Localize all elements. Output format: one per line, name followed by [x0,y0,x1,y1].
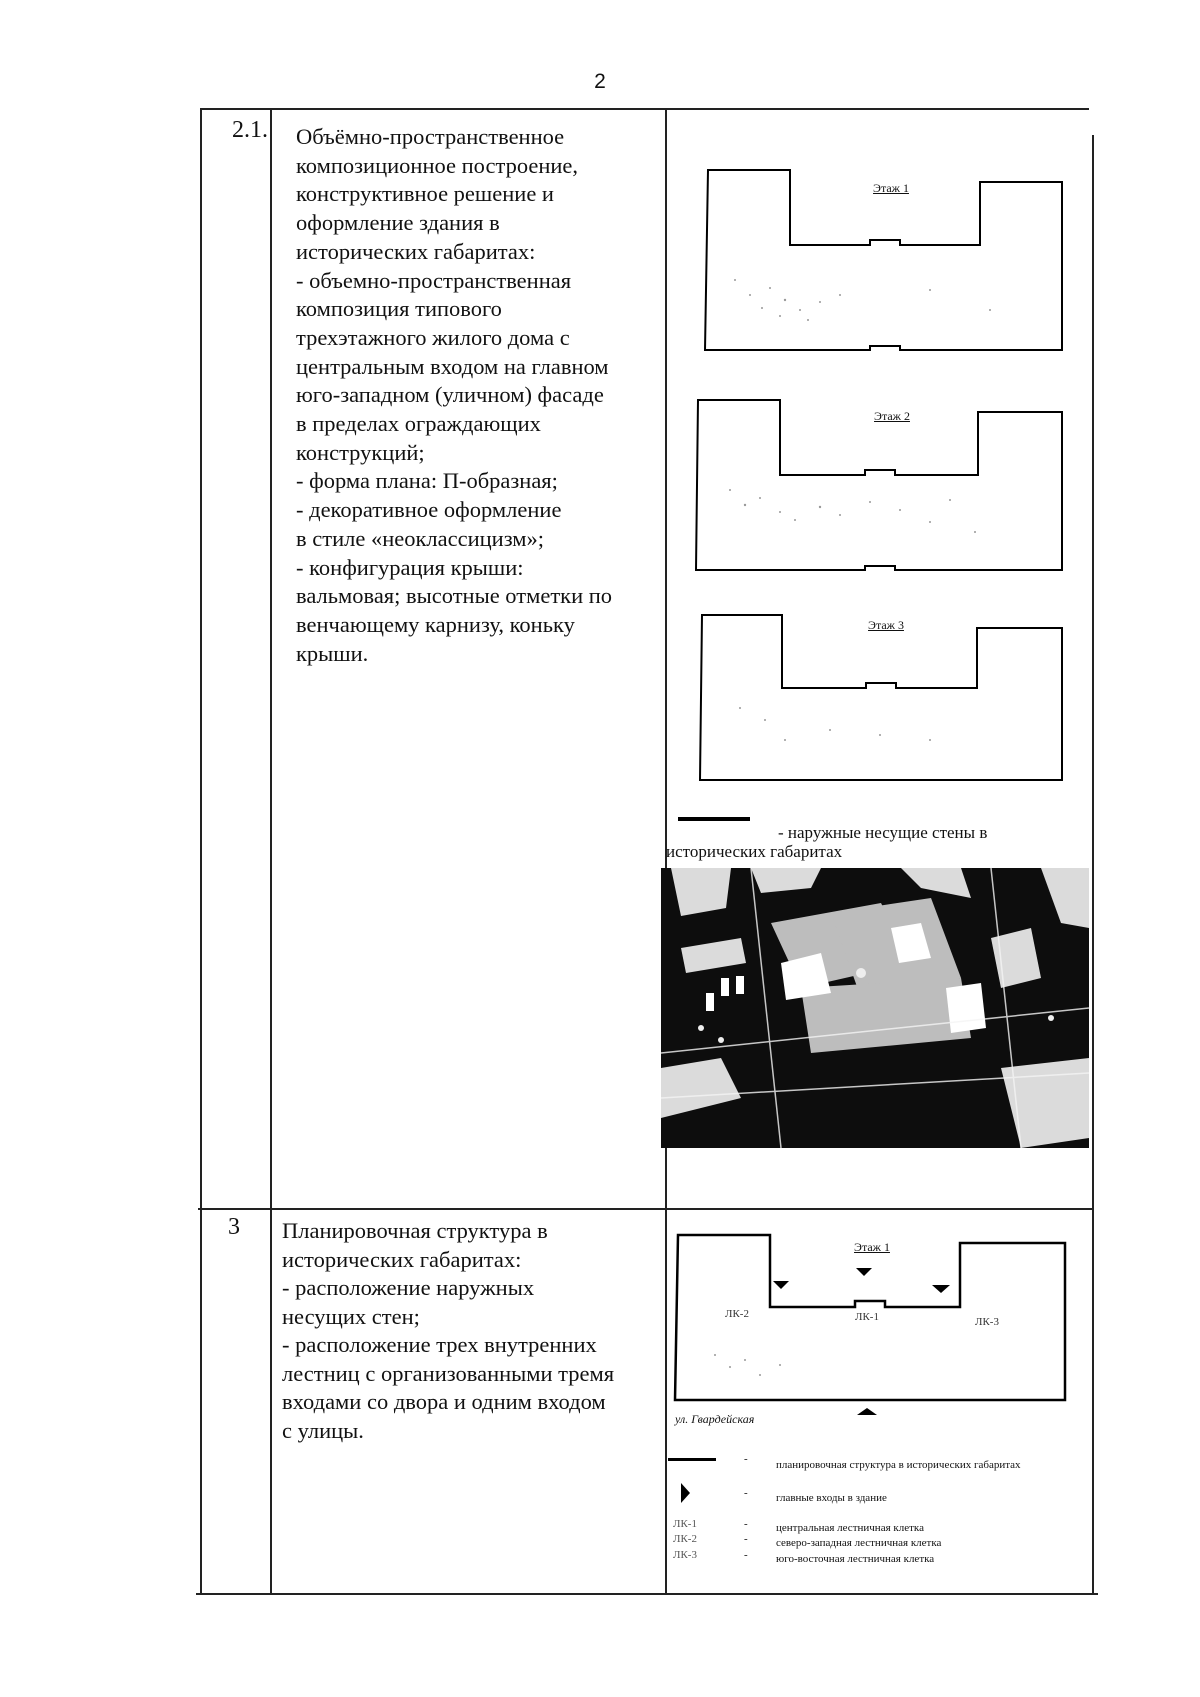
legend-text: юго-восточная лестничная клетка [776,1553,935,1565]
street-name: ул. Гвардейская [675,1412,755,1426]
entry-arrow-icon [856,1268,872,1276]
entry-arrow-icon [932,1285,950,1293]
stair-label: ЛК-1 [855,1311,879,1323]
row-number: 3 [228,1214,240,1240]
table-top-border [201,108,1089,110]
legend-mark: ЛК-1 [673,1518,697,1530]
legend-text: северо-западная лестничная клетка [776,1537,942,1549]
wall-legend-text: - наружные несущие стены в исторических габаритах [666,823,988,861]
entry-arrow-icon [773,1281,789,1289]
legend-dash: - [744,1518,748,1530]
legend-line-mark [668,1458,716,1461]
legend-text: центральная лестничная клетка [776,1522,924,1534]
row-number: 2.1. [232,117,268,143]
legend-text: планировочная структура в исторических габаритах [776,1459,1021,1471]
legend-dash: - [744,1453,748,1465]
legend-text: главные входы в здание [776,1492,887,1504]
legend-dash: - [744,1533,748,1545]
legend-dash: - [744,1487,748,1499]
floor-plan-1 [705,170,1062,350]
planning-structure-plan [670,1225,1090,1430]
legend-dash: - [744,1549,748,1561]
table-bottom-border [196,1593,1098,1595]
floor-label: Этаж 1 [873,181,909,195]
stair-label: ЛК-3 [975,1316,999,1328]
floor-label: Этаж 2 [874,409,910,423]
floor-plan-2 [696,400,1062,570]
stair-label: ЛК-2 [725,1308,749,1320]
entry-arrow-icon [857,1408,877,1415]
row-divider [198,1208,1092,1210]
table-right-border [1092,135,1094,1595]
aerial-photo [661,868,1089,1148]
floor-plans [690,160,1090,800]
legend-mark: ЛК-2 [673,1533,697,1545]
table-left-border [200,108,202,1594]
page-number: 2 [594,70,606,93]
floor-label: Этаж 1 [854,1240,890,1254]
row-description: Планировочная структура в исторических габаритах: - расположение наружных несущих стен; - расположение трех внутренних лестниц с организованными тремя входами со двора и одним входом с улицы. [282,1218,615,1443]
floor-label: Этаж 3 [868,618,904,632]
row-description: Объёмно-пространственное композиционное построение, конструктивное решение и оформление здания в исторических габаритах: - объемно-пространственная композиция типового трехэтажного жилого дома с центральным входом на главном юго-западном (уличном) фасаде в пределах ограждающих конструкций; - форма плана: П-образная; - декоративное оформление в стиле «неоклассицизм»; - конфигурация крыши: вальмовая; высотные отметки по венчающему карнизу, коньку крыши. [296,124,613,666]
wall-legend-line [678,817,750,821]
legend-mark: ЛК-3 [673,1549,697,1561]
entry-arrow-icon [681,1483,691,1503]
col-divider-1 [270,108,272,1594]
floor-plan-3 [700,615,1062,780]
